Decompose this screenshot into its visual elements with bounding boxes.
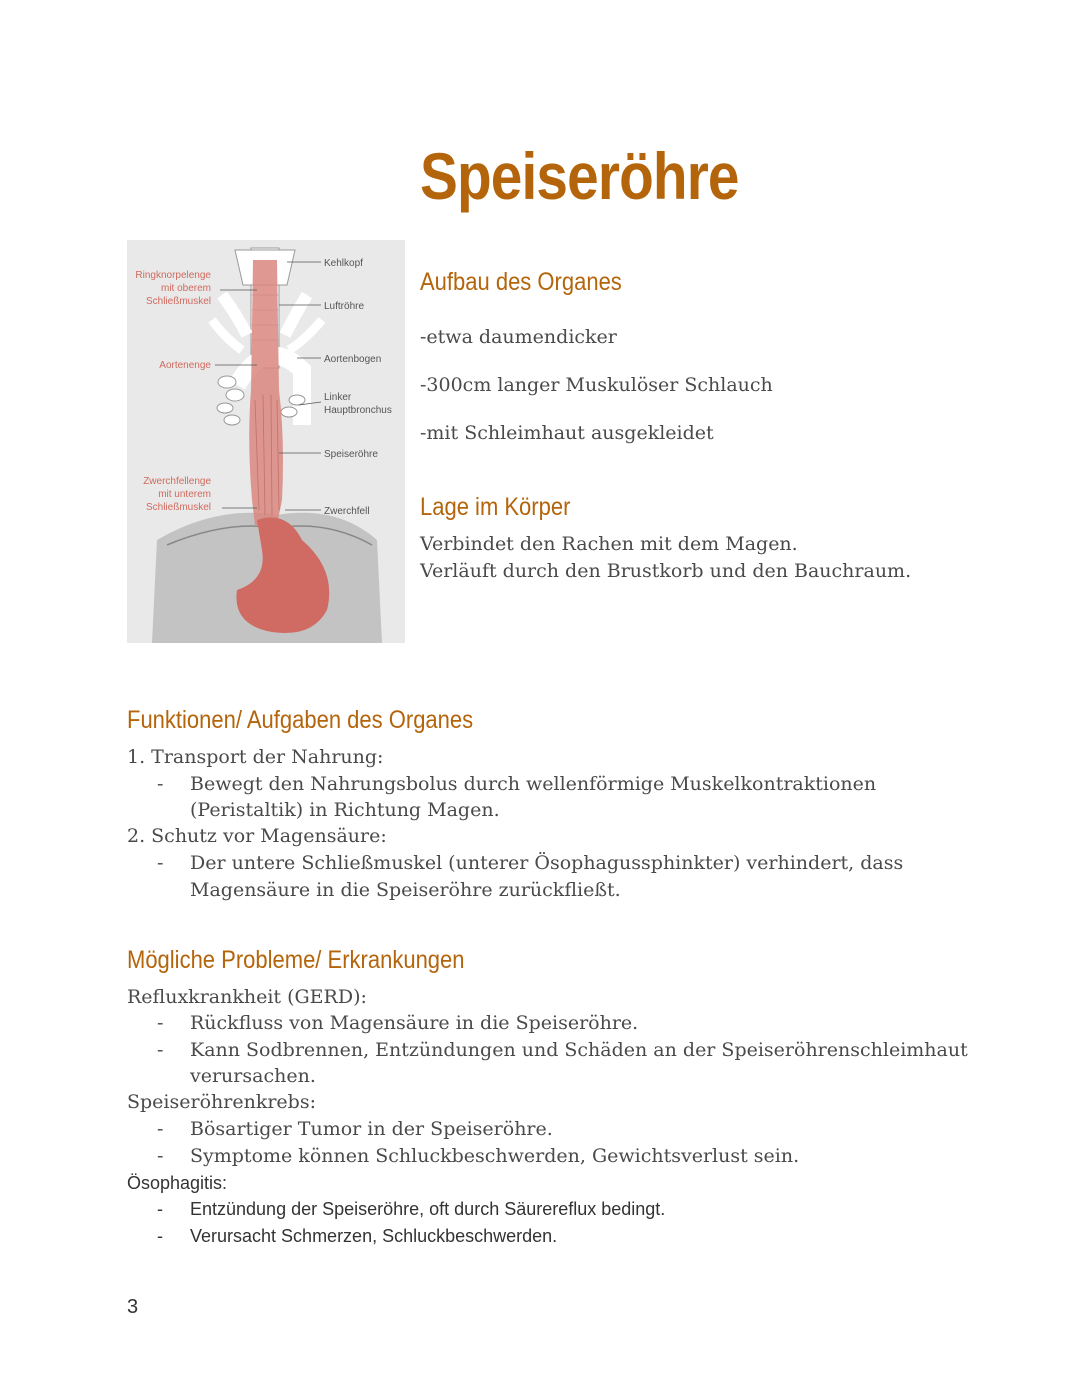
label-hauptbronchus-1: Linker [324,392,352,403]
reflux-item-cont: verursachen. [190,1065,316,1087]
label-zwerchfellenge-2: mit unterem [158,489,211,500]
oesophagitis-item: Entzündung der Speiseröhre, oft durch Säurereflux bedingt. [190,1199,666,1219]
oesophagitis-item: Verursacht Schmerzen, Schluckbeschwerden. [190,1226,558,1246]
label-ringknorpelenge-2: mit oberem [160,283,211,294]
reflux-item: Rückfluss von Magensäure in die Speiseröhre. [190,1012,639,1034]
aufbau-item: -300cm langer Muskulöser Schlauch [420,374,773,396]
lage-heading: Lage im Körper [420,493,571,521]
funktion-sub-2: Der untere Schließmuskel (unterer Ösophagussphinkter) verhindert, dass [190,852,904,874]
label-aortenenge: Aortenenge [159,360,211,371]
oesophagitis-title: Ösophagitis: [127,1173,228,1193]
label-zwerchfellenge-1: Zwerchfellenge [143,476,211,487]
list-dash: - [157,1118,164,1140]
krebs-item: Bösartiger Tumor in der Speiseröhre. [190,1118,553,1140]
funktion-sub-2-cont: Magensäure in die Speiseröhre zurückfließt. [190,879,621,901]
lage-line: Verbindet den Rachen mit dem Magen. [420,533,798,555]
label-kehlkopf: Kehlkopf [324,258,363,269]
page-title: Speiseröhre [420,139,739,213]
funktionen-heading: Funktionen/ Aufgaben des Organes [127,706,474,734]
funktion-item-1: 1. Transport der Nahrung: [127,746,384,768]
aufbau-item: -mit Schleimhaut ausgekleidet [420,422,714,444]
label-ringknorpelenge-3: Schließmuskel [145,296,211,307]
list-dash: - [157,1012,164,1034]
reflux-title: Refluxkrankheit (GERD): [127,986,367,1008]
page-number: 3 [127,1296,139,1318]
label-zwerchfellenge-3: Schließmuskel [145,502,211,513]
list-dash: - [157,1226,163,1246]
probleme-heading: Mögliche Probleme/ Erkrankungen [127,946,465,974]
funktion-item-2: 2. Schutz vor Magensäure: [127,825,387,847]
esophagus-diagram [127,240,405,643]
funktion-sub-1-cont: (Peristaltik) in Richtung Magen. [190,799,500,821]
list-dash: - [157,773,164,795]
label-luftroehre: Luftröhre [324,301,365,312]
esophagus-illustration [127,240,405,643]
reflux-item: Kann Sodbrennen, Entzündungen und Schäden an der Speiseröhrenschleimhaut [190,1039,968,1061]
label-aortenbogen: Aortenbogen [324,354,382,365]
label-speiseroehre: Speiseröhre [324,449,378,460]
aufbau-item: -etwa daumendicker [420,326,617,348]
list-dash: - [157,1145,164,1167]
krebs-item: Symptome können Schluckbeschwerden, Gewichtsverlust sein. [190,1145,800,1167]
list-dash: - [157,852,164,874]
list-dash: - [157,1199,163,1219]
list-dash: - [157,1039,164,1061]
aufbau-heading: Aufbau des Organes [420,268,622,296]
krebs-title: Speiseröhrenkrebs: [127,1091,316,1113]
label-zwerchfell: Zwerchfell [324,506,370,517]
label-ringknorpelenge-1: Ringknorpelenge [135,270,211,281]
lage-line: Verläuft durch den Brustkorb und den Bauchraum. [420,560,912,582]
funktion-sub-1: Bewegt den Nahrungsbolus durch wellenförmige Muskelkontraktionen [190,773,877,795]
label-hauptbronchus-2: Hauptbronchus [324,405,392,416]
